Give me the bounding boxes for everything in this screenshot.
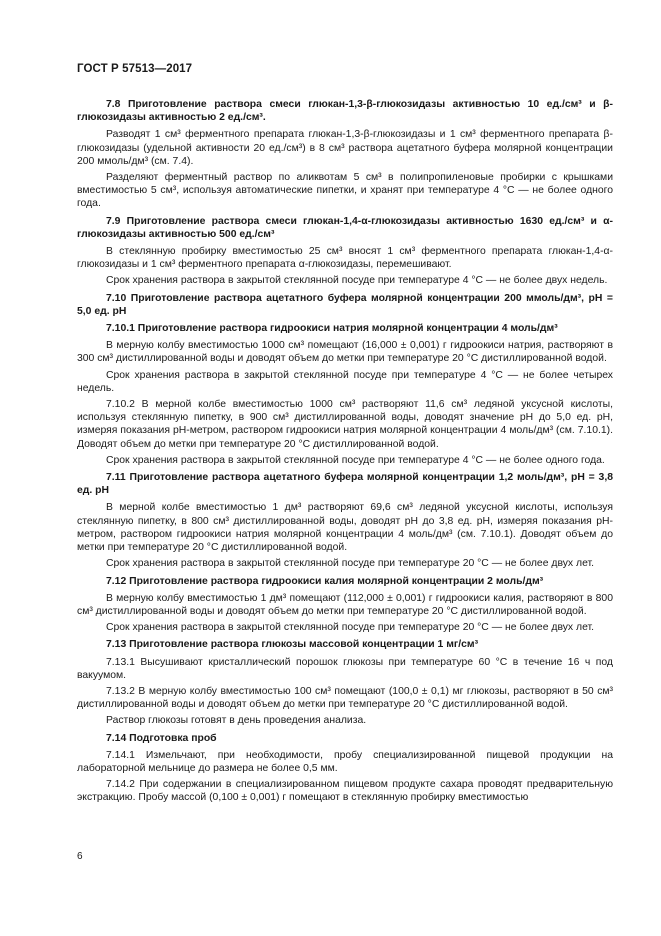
page-number: 6 [77, 851, 83, 862]
section-heading-7-13: 7.13 Приготовление раствора глюкозы массовой концентрации 1 мг/см³ [106, 639, 479, 651]
paragraph: В стеклянную пробирку вместимостью 25 см³ вносят 1 см³ ферментного препарата глюкан-1,4-α-глюкозидазы и 1 см³ ферментного препарата α-глюкозидазы, перемешивают. [77, 246, 613, 271]
paragraph: Срок хранения раствора в закрытой стеклянной посуде при температуре 20 °C — не более двух лет. [106, 558, 595, 570]
paragraph: 7.14.2 При содержании в специализированном пищевом продукте сахара проводят предварительную экстракцию. Пробу массой (0,100 ± 0,001) г помещают в стеклянную пробирку вместимостью [77, 779, 613, 804]
paragraph: 7.14.1 Измельчают, при необходимости, пробу специализированной пищевой продукции на лабораторной мельнице до размера не более 0,5 мм. [77, 749, 613, 774]
paragraph: Раствор глюкозы готовят в день проведения анализа. [106, 715, 367, 727]
paragraph: 7.13.2 В мерную колбу вместимостью 100 см³ помещают (100,0 ± 0,1) мг глюкозы, растворяют в 50 см³ дистиллированной воды и доводят объем до метки при температуре 20 °C дистиллированной водой. [77, 685, 613, 711]
paragraph: Разделяют ферментный раствор по аликвотам 5 см³ в полипропиленовые пробирки с крышками вместимостью 5 см³, используя автоматические пипетки, и хранят при температуре 4 °C — не более одного года. [77, 172, 613, 210]
paragraph: В мерной колбе вместимостью 1 дм³ растворяют 69,6 см³ ледяной уксусной кислоты, используя стеклянную пипетку, в 800 см³ дистиллированной воды, доводят pH до 3,8 ед. pH, измеряя показания pH-метром, раствором гидроокиси натрия молярной концентрации 4 моль/дм³ (см. 7.10.1). Доводят объем до метки при температуре 20 °C дистиллированной водой. [77, 502, 613, 554]
paragraph: 7.13.1 Высушивают кристаллический порошок глюкозы при температуре 60 °C в течение 16 ч под вакуумом. [77, 656, 613, 681]
paragraph: Срок хранения раствора в закрытой стеклянной посуде при температуре 4 °C — не более четырех недель. [77, 369, 613, 394]
section-heading-7-11: 7.11 Приготовление раствора ацетатного буфера молярной концентрации 1,2 моль/дм³, pH = 3,8 ед. pH [77, 472, 613, 497]
section-heading-7-9: 7.9 Приготовление раствора смеси глюкан-1,4-α-глюкозидазы активностью 1630 ед./см³ и α-глюкозидазы активностью 500 ед./см³ [77, 215, 613, 240]
document-body [77, 94, 613, 808]
section-heading-7-10: 7.10 Приготовление раствора ацетатного буфера молярной концентрации 200 ммоль/дм³, pH = 5,0 ед. pH [77, 292, 613, 317]
paragraph: В мерную колбу вместимостью 1000 см³ помещают (16,000 ± 0,001) г гидроокиси натрия, растворяют в 300 см³ дистиллированной воды и доводят объем до метки при температуре 20 °C дистиллированной водой. [77, 340, 613, 365]
paragraph: Срок хранения раствора в закрытой стеклянной посуде при температуре 20 °C — не более двух лет. [106, 622, 595, 634]
document-code: ГОСТ Р 57513—2017 [77, 63, 193, 75]
paragraph: Срок хранения раствора в закрытой стеклянной посуде при температуре 4 °C — не более одного года. [106, 454, 605, 466]
section-heading-7-12: 7.12 Приготовление раствора гидроокиси калия молярной концентрации 2 моль/дм³ [106, 575, 544, 587]
section-heading-7-8: 7.8 Приготовление раствора смеси глюкан-1,3-β-глюкозидазы активностью 10 ед./см³ и β-глюкозидазы активностью 2 ед./см³. [77, 99, 613, 124]
section-heading-7-10-1: 7.10.1 Приготовление раствора гидроокиси натрия молярной концентрации 4 моль/дм³ [106, 323, 558, 335]
paragraph: Срок хранения раствора в закрытой стеклянной посуде при температуре 4 °C — не более двух недель. [106, 275, 608, 287]
paragraph: В мерную колбу вместимостью 1 дм³ помещают (112,000 ± 0,001) г гидроокиси калия, растворяют в 800 см³ дистиллированной воды и доводят объем до метки при температуре 20 °C дистиллированной водой. [77, 592, 613, 617]
section-heading-7-14: 7.14 Подготовка проб [106, 732, 217, 744]
paragraph: Разводят 1 см³ ферментного препарата глюкан-1,3-β-глюкозидазы и 1 см³ ферментного препарата β-глюкозидазы (удельной активности 20 ед./см³) в 8 см³ раствора ацетатного буфера молярной концентрации 200 ммоль/дм³ (см. 7.4). [77, 129, 613, 167]
paragraph: 7.10.2 В мерной колбе вместимостью 1000 см³ растворяют 11,6 см³ ледяной уксусной кислоты, используя стеклянную пипетку, в 900 см³ дистиллированной воды, доводят значение pH до 5,0 ед. pH, измеряя показания pH-метром, раствором гидроокиси натрия молярной концентрации 4 моль/дм³ (см. 7.10.1). Доводят объем до метки при температуре 20 °C дистиллированной водой. [77, 399, 613, 450]
